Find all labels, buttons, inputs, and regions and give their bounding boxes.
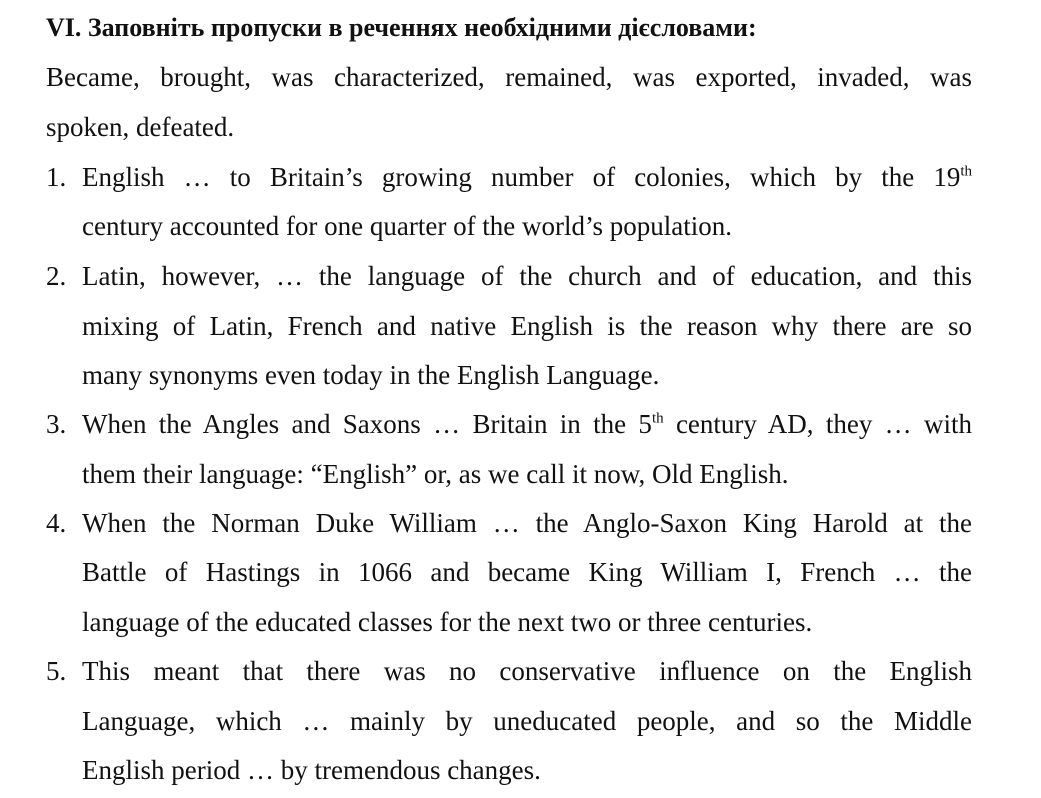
item-3-line-2: them their language: “English” or, as we call it now, Old English. [82, 459, 789, 489]
superscript: th [960, 163, 972, 180]
item-3-line-1: When the Angles and Saxons … Britain in the 5th century AD, they … with [82, 409, 972, 439]
item-2-line-3: many synonyms even today in the English Language. [82, 360, 660, 390]
superscript: th [651, 410, 664, 427]
item-5-line-3: English period … by tremendous changes. [82, 755, 541, 785]
item-number: 3. [46, 409, 67, 439]
item-number: 1. [46, 162, 67, 192]
item-number: 2. [46, 261, 67, 291]
item-4-line-2: Battle of Hastings in 1066 and became King William I, French … the [82, 557, 972, 587]
item-number: 4. [46, 508, 67, 538]
item-1-line-2: century accounted for one quarter of the world’s population. [82, 211, 733, 241]
item-5-line-2: Language, which … mainly by uneducated people, and so the Middle [82, 706, 972, 736]
item-number: 5. [46, 656, 67, 686]
item-5-line-1: This meant that there was no conservative influence on the English [82, 656, 972, 686]
item-4-line-1: When the Norman Duke William … the Anglo-Saxon King Harold at the [82, 508, 972, 538]
item-2-line-1: Latin, however, … the language of the church and of education, and this [82, 261, 972, 291]
item-4-line-3: language of the educated classes for the next two or three centuries. [82, 607, 813, 637]
item-1-line-1: English … to Britain’s growing number of colonies, which by the 19th [82, 162, 972, 192]
word-bank-line-1: Became, brought, was characterized, remained, was exported, invaded, was [46, 62, 972, 92]
item-2-line-2: mixing of Latin, French and native English is the reason why there are so [82, 311, 972, 341]
word-bank-line-2: spoken, defeated. [46, 112, 235, 142]
exercise-heading: VI. Заповніть пропуски в реченнях необхідними дієсловами: [46, 13, 757, 42]
